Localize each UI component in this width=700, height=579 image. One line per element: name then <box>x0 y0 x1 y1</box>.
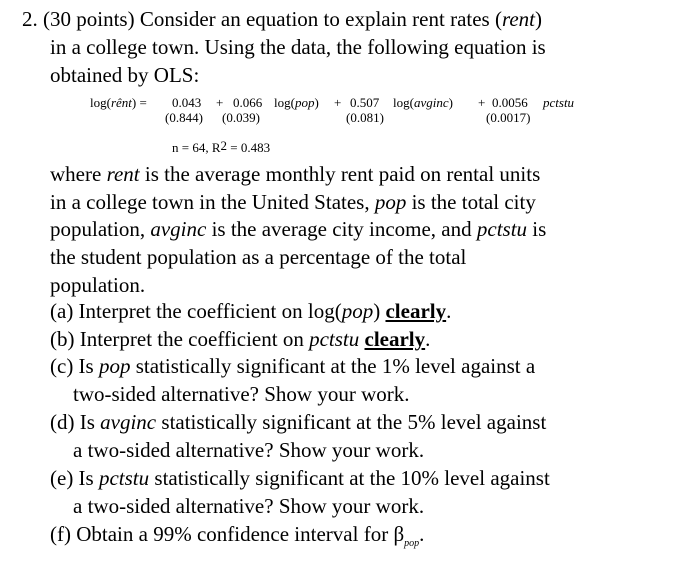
se-avginc: (0.081) <box>346 110 384 125</box>
description-line-3 <box>50 216 546 242</box>
question-e-line-1 <box>50 465 550 491</box>
var-rent: rent <box>106 162 140 186</box>
eq-term-pctstu-var: pctstu <box>543 95 575 110</box>
eq-plus-1: + <box>216 95 224 110</box>
question-f <box>50 521 424 552</box>
problem-points: (30 points) <box>43 7 135 31</box>
emphasis-clearly: clearly <box>364 327 426 351</box>
q-text: . <box>419 522 425 546</box>
intro-text: Consider an equation to explain rent rates ( <box>139 7 502 31</box>
se-pop: (0.039) <box>222 110 260 125</box>
r-squared-exponent: 2 <box>220 138 228 153</box>
q-text: . <box>446 299 452 323</box>
var-pop: pop <box>341 299 374 323</box>
eq-lhs-close: ) = <box>131 95 147 110</box>
q-text: (b) Interpret the coefficient on <box>50 327 310 351</box>
description-line-5: population. <box>50 273 146 297</box>
question-c-line-2: two-sided alternative? Show your work. <box>73 382 410 406</box>
eq-lhs-open: log( <box>90 95 111 110</box>
eq-term-avginc-open: log( <box>393 95 414 110</box>
q-text: (c) Is <box>50 354 99 378</box>
q-text: statistically significant at the 1% level against a <box>130 354 536 378</box>
eq-term-avginc-var: avginc <box>413 95 449 110</box>
sample-stats <box>172 140 270 155</box>
var-pop: pop <box>98 354 131 378</box>
problem-intro-line-3: obtained by OLS: <box>50 63 200 87</box>
question-e-line-2: a two-sided alternative? Show your work. <box>73 494 425 518</box>
desc-text: is the total city <box>406 190 536 214</box>
se-pctstu: (0.0017) <box>486 110 531 125</box>
q-text: ) <box>373 299 386 323</box>
eq-coef-avginc: 0.507 <box>350 95 380 110</box>
question-d-line-2: a two-sided alternative? Show your work. <box>73 438 425 462</box>
q-text: (f) Obtain a 99% confidence interval for <box>50 522 394 546</box>
eq-term-avginc-close: ) <box>448 95 453 110</box>
question-c-line-1 <box>50 353 535 379</box>
eq-coef-pop: 0.066 <box>233 95 263 110</box>
eq-term-pop <box>274 95 319 110</box>
var-pctstu: pctstu <box>309 327 360 351</box>
eq-plus-3: + <box>478 95 486 110</box>
eq-term-pop-var: pop <box>294 95 315 110</box>
desc-text: where <box>50 162 107 186</box>
beta-subscript: pop <box>404 538 420 549</box>
eq-term-pop-close: ) <box>314 95 319 110</box>
q-text: . <box>425 327 431 351</box>
emphasis-clearly: clearly <box>385 299 447 323</box>
regression-equation <box>90 95 147 110</box>
desc-text: population, <box>50 217 151 241</box>
beta-symbol: β <box>393 522 405 546</box>
var-avginc: avginc <box>100 410 157 434</box>
var-rent: rent <box>501 7 536 31</box>
r-squared-value: = 0.483 <box>230 140 271 155</box>
description-line-2 <box>50 189 536 215</box>
description-line-1 <box>50 161 540 187</box>
r-squared-label: R <box>211 140 221 155</box>
var-pctstu: pctstu <box>98 466 150 490</box>
desc-text: is the average monthly rent paid on rental units <box>139 162 541 186</box>
q-text: statistically significant at the 10% level against <box>149 466 550 490</box>
question-d-line-1 <box>50 409 546 435</box>
intro-text-close: ) <box>535 7 543 31</box>
desc-text: is <box>527 217 547 241</box>
question-a <box>50 298 451 324</box>
problem-intro-line-2: in a college town. Using the data, the following equation is <box>50 35 546 59</box>
var-avginc: avginc <box>150 217 207 241</box>
var-pctstu: pctstu <box>476 217 528 241</box>
n-stat: n = 64, <box>172 140 209 155</box>
question-b <box>50 326 430 352</box>
eq-coef-pctstu: 0.0056 <box>492 95 528 110</box>
q-text: statistically significant at the 5% level against <box>156 410 547 434</box>
se-intercept: (0.844) <box>165 110 203 125</box>
description-line-4: the student population as a percentage of the total <box>50 245 467 269</box>
eq-term-avginc <box>393 95 453 110</box>
eq-plus-2: + <box>334 95 342 110</box>
problem-number: 2. <box>22 7 38 31</box>
eq-intercept: 0.043 <box>172 95 202 110</box>
q-text: (d) Is <box>50 410 101 434</box>
q-text: (e) Is <box>50 466 99 490</box>
q-text: (a) Interpret the coefficient on log( <box>50 299 342 323</box>
var-pop: pop <box>374 190 407 214</box>
eq-term-pctstu <box>543 95 574 110</box>
eq-term-pop-open: log( <box>274 95 295 110</box>
desc-text: is the average city income, and <box>206 217 477 241</box>
desc-text: in a college town in the United States, <box>50 190 375 214</box>
eq-lhs-var: rênt <box>110 95 132 110</box>
problem-intro-line-1 <box>22 6 542 32</box>
